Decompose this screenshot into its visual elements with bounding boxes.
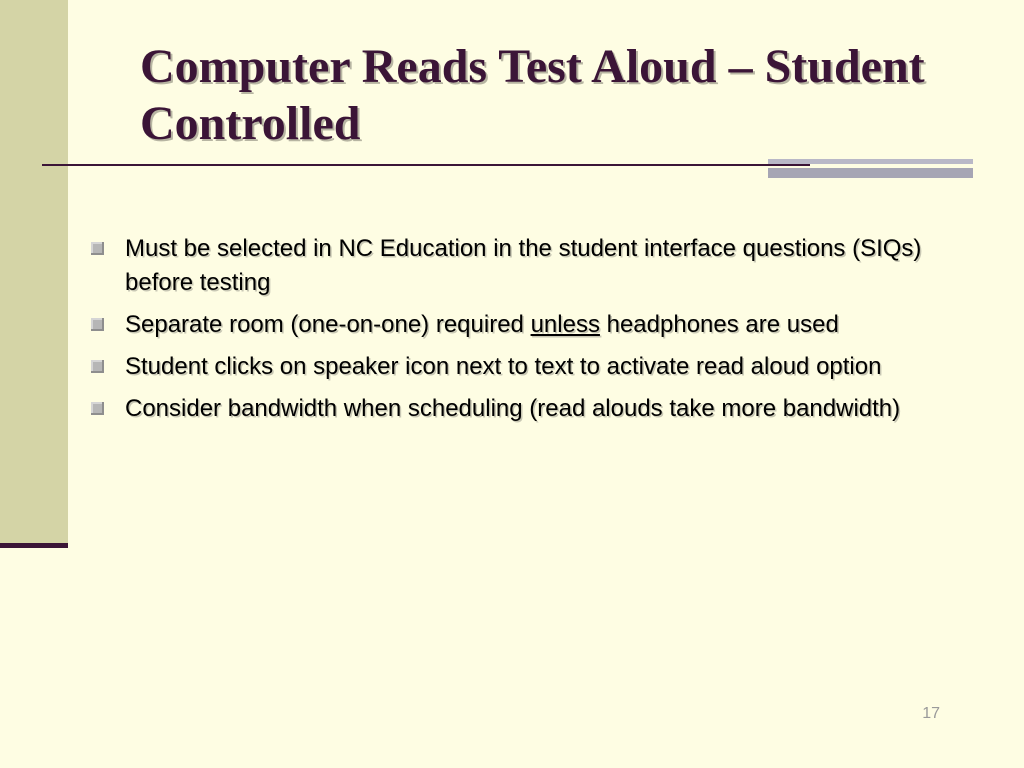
title-accent-bar-top	[768, 159, 973, 164]
bullet-list	[90, 232, 950, 434]
bullet-item	[90, 350, 950, 384]
bullet-text-before: Separate room (one-on-one) required	[125, 311, 531, 338]
square-bullet-icon	[91, 360, 104, 373]
title-accent-bar-bottom	[768, 168, 973, 178]
left-bar-accent-line	[0, 543, 68, 548]
square-bullet-icon	[91, 402, 104, 415]
slide-title: Computer Reads Test Aloud – Student Controlled	[140, 40, 925, 150]
bullet-item	[90, 232, 950, 300]
bullet-item	[90, 392, 950, 426]
square-bullet-icon	[91, 318, 104, 331]
bullet-item	[90, 308, 950, 342]
bullet-text-after: headphones are used	[599, 311, 839, 338]
left-decorative-bar	[0, 0, 68, 548]
page-number: 17	[922, 705, 940, 722]
bullet-text: Consider bandwidth when scheduling (read alouds take more bandwidth)	[125, 395, 901, 422]
square-bullet-icon	[91, 242, 104, 255]
title-divider	[42, 164, 810, 166]
bullet-emphasis-unless: unless	[530, 311, 600, 338]
bullet-text: Must be selected in NC Education in the student interface questions (SIQs) before testing	[125, 235, 922, 296]
bullet-text: Student clicks on speaker icon next to text to activate read aloud option	[125, 353, 882, 380]
